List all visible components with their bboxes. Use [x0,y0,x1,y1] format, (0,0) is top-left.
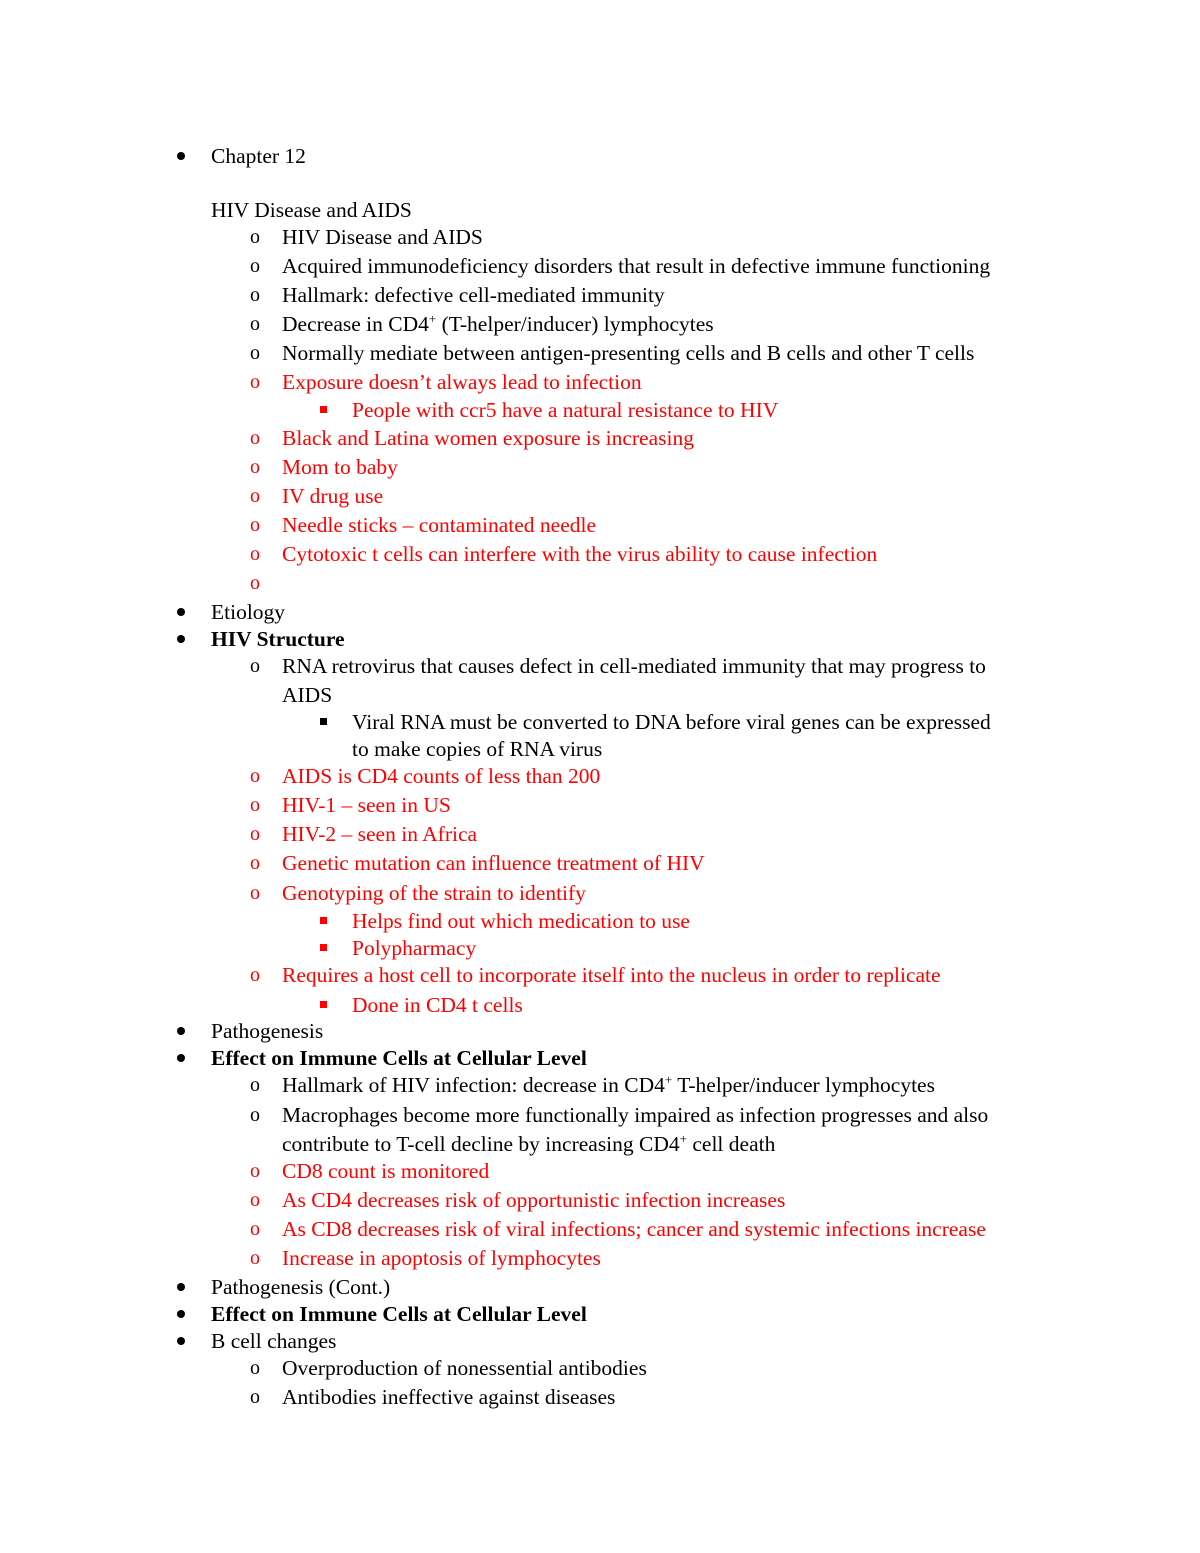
bullet-disc-icon [166,1017,196,1045]
bullet-circle-icon: o [250,485,260,507]
bullet-square-icon [308,934,338,962]
list-item: Pathogenesis [211,1019,324,1043]
bullet-square-icon [308,907,338,935]
bullet-circle-icon: o [250,1104,260,1126]
bullet-circle-icon: o [250,765,260,787]
list-item: Exposure doesn’t always lead to infection [282,370,642,394]
bullet-square-icon [308,396,338,424]
list-item-continuation: to make copies of RNA virus [352,737,603,761]
list-item: HIV-2 – seen in Africa [282,822,478,846]
list-item [282,310,714,338]
list-item: HIV Disease and AIDS [282,225,483,249]
list-item: Normally mediate between antigen-presenting cells and B cells and other T cells [282,341,975,365]
list-item: Black and Latina women exposure is increasing [282,426,694,450]
bullet-circle-icon: o [250,456,260,478]
list-item: Polypharmacy [352,936,477,960]
bullet-circle-icon: o [250,655,260,677]
list-item: Genotyping of the strain to identify [282,881,586,905]
list-item: Cytotoxic t cells can interfere with the virus ability to cause infection [282,542,878,566]
text-run: Decrease in CD4 [282,312,429,336]
bullet-disc-icon [166,1044,196,1072]
list-item: Antibodies ineffective against diseases [282,1385,616,1409]
text-run: Hallmark of HIV infection: decrease in CD4 [282,1073,665,1097]
bullet-circle-icon: o [250,794,260,816]
bullet-circle-icon: o [250,313,260,335]
list-item [282,1071,935,1099]
list-item: HIV Structure [211,627,345,651]
list-item: Mom to baby [282,455,398,479]
bullet-circle-icon: o [250,1357,260,1379]
list-item: As CD8 decreases risk of viral infections; cancer and systemic infections increase [282,1217,986,1241]
list-item: CD8 count is monitored [282,1159,490,1183]
bullet-square-icon [308,991,338,1019]
list-item: Viral RNA must be converted to DNA before viral genes can be expressed [352,710,991,734]
bullet-circle-icon: o [250,964,260,986]
list-item: Helps find out which medication to use [352,909,690,933]
bullet-circle-icon: o [250,1386,260,1408]
bullet-circle-icon: o [250,255,260,277]
list-item: Done in CD4 t cells [352,993,523,1017]
list-item-continuation: AIDS [282,683,333,707]
bullet-circle-icon: o [250,514,260,536]
list-item: Hallmark: defective cell-mediated immunity [282,283,665,307]
list-item: Pathogenesis (Cont.) [211,1275,391,1299]
bullet-circle-icon: o [250,882,260,904]
list-item: Overproduction of nonessential antibodies [282,1356,647,1380]
list-item: IV drug use [282,484,384,508]
bullet-circle-icon: o [250,1160,260,1182]
bullet-circle-icon: o [250,852,260,874]
list-item: Needle sticks – contaminated needle [282,513,597,537]
list-item: Etiology [211,600,286,624]
bullet-circle-icon: o [250,371,260,393]
bullet-circle-icon: o [250,823,260,845]
bullet-circle-icon: o [250,1247,260,1269]
bullet-circle-icon: o [250,1074,260,1096]
list-item: As CD4 decreases risk of opportunistic infection increases [282,1188,786,1212]
text-run: cell death [687,1132,776,1156]
text-run: T-helper/inducer lymphocytes [672,1073,935,1097]
list-item: Effect on Immune Cells at Cellular Level [211,1046,587,1070]
list-item: B cell changes [211,1329,337,1353]
list-item: Acquired immunodeficiency disorders that result in defective immune functioning [282,254,991,278]
list-item: AIDS is CD4 counts of less than 200 [282,764,601,788]
bullet-circle-icon: o [250,226,260,248]
bullet-disc-icon [166,625,196,653]
section-title: HIV Disease and AIDS [211,198,412,222]
bullet-circle-icon: o [250,543,260,565]
list-item: Requires a host cell to incorporate itself into the nucleus in order to replicate [282,963,941,987]
bullet-circle-icon: o [250,284,260,306]
superscript: + [428,311,437,326]
list-item: Chapter 12 [211,144,306,168]
bullet-disc-icon [166,142,196,170]
list-item: RNA retrovirus that causes defect in cell-mediated immunity that may progress to [282,654,986,678]
text-run: contribute to T-cell decline by increasing CD4 [282,1132,680,1156]
list-item-continuation [282,1130,775,1158]
superscript: + [664,1072,673,1087]
superscript: + [679,1131,687,1146]
list-item: Genetic mutation can influence treatment of HIV [282,851,705,875]
list-item: Increase in apoptosis of lymphocytes [282,1246,601,1270]
bullet-circle-icon: o [250,342,260,364]
bullet-disc-icon [166,1273,196,1301]
bullet-disc-icon [166,598,196,626]
list-item: HIV-1 – seen in US [282,793,451,817]
text-run: (T-helper/inducer) lymphocytes [436,312,714,336]
bullet-circle-icon: o [250,572,260,594]
list-item: Macrophages become more functionally impaired as infection progresses and also [282,1103,989,1127]
list-item: Effect on Immune Cells at Cellular Level [211,1302,587,1326]
list-item: People with ccr5 have a natural resistance to HIV [352,398,779,422]
bullet-disc-icon [166,1300,196,1328]
bullet-circle-icon: o [250,1218,260,1240]
bullet-circle-icon: o [250,427,260,449]
bullet-disc-icon [166,1327,196,1355]
bullet-circle-icon: o [250,1189,260,1211]
bullet-square-icon [308,708,338,736]
